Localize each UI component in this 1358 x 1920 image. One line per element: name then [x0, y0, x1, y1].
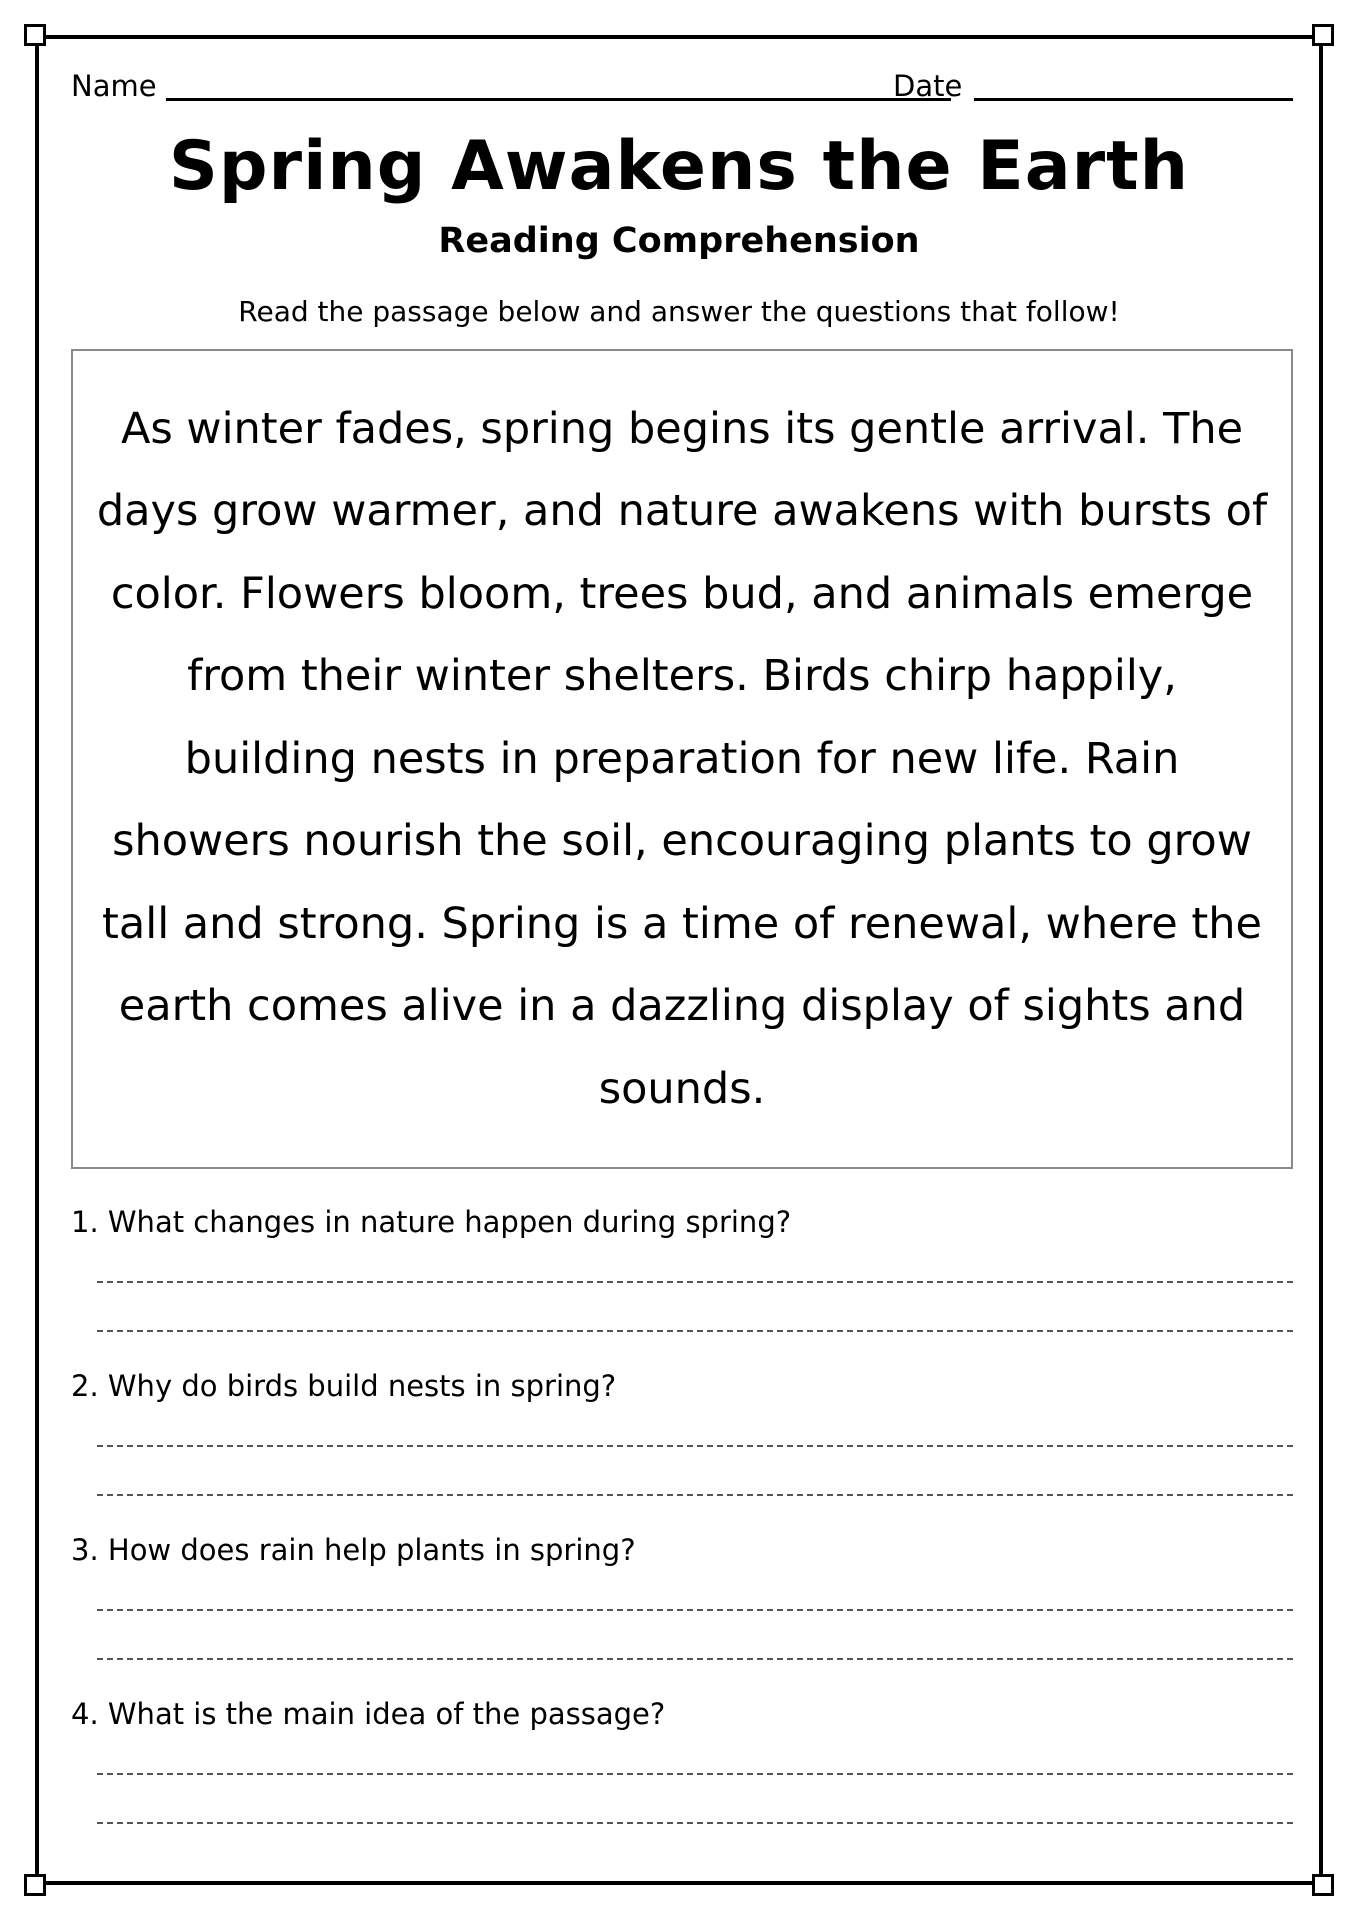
worksheet-subtitle: Reading Comprehension — [438, 221, 920, 261]
corner-square-top-right — [1312, 24, 1334, 46]
question-text: 2. Why do birds build nests in spring? — [71, 1369, 617, 1403]
corner-square-bottom-left — [24, 1874, 46, 1896]
name-field[interactable] — [166, 98, 951, 101]
corner-square-bottom-right — [1312, 1874, 1334, 1896]
answer-line[interactable] — [97, 1658, 1293, 1660]
date-label: Date — [893, 69, 963, 103]
question-2 — [71, 1366, 1293, 1516]
question-text: 4. What is the main idea of the passage? — [71, 1697, 666, 1731]
worksheet-title: Spring Awakens the Earth — [168, 127, 1190, 206]
question-4 — [71, 1694, 1293, 1844]
passage-box — [71, 349, 1293, 1169]
passage-text: As winter fades, spring begins its gentle arrival. The days grow warmer, and nature awakens with bursts of color. Flowers bloom, trees bud, and animals emerge from their winter shelters. Birds chirp happily, building nests in preparation for new life. Rain showers nourish the soil, encouraging plants to grow tall and strong. Spring is a time of renewal, where the earth comes alive in a dazzling display of sights and sounds. — [96, 403, 1268, 1114]
answer-line[interactable] — [97, 1773, 1293, 1775]
corner-square-top-left — [24, 24, 46, 46]
answer-line[interactable] — [97, 1330, 1293, 1332]
answer-line[interactable] — [97, 1609, 1293, 1611]
question-text: 1. What changes in nature happen during spring? — [71, 1205, 792, 1239]
name-label: Name — [71, 69, 157, 103]
instructions: Read the passage below and answer the questions that follow! — [238, 295, 1120, 328]
date-field[interactable] — [974, 98, 1293, 101]
answer-line[interactable] — [97, 1445, 1293, 1447]
name-date-row — [71, 66, 1293, 106]
question-3 — [71, 1530, 1293, 1680]
question-text: 3. How does rain help plants in spring? — [71, 1533, 636, 1567]
answer-line[interactable] — [97, 1822, 1293, 1824]
answer-line[interactable] — [97, 1494, 1293, 1496]
answer-line[interactable] — [97, 1281, 1293, 1283]
question-1 — [71, 1202, 1293, 1352]
